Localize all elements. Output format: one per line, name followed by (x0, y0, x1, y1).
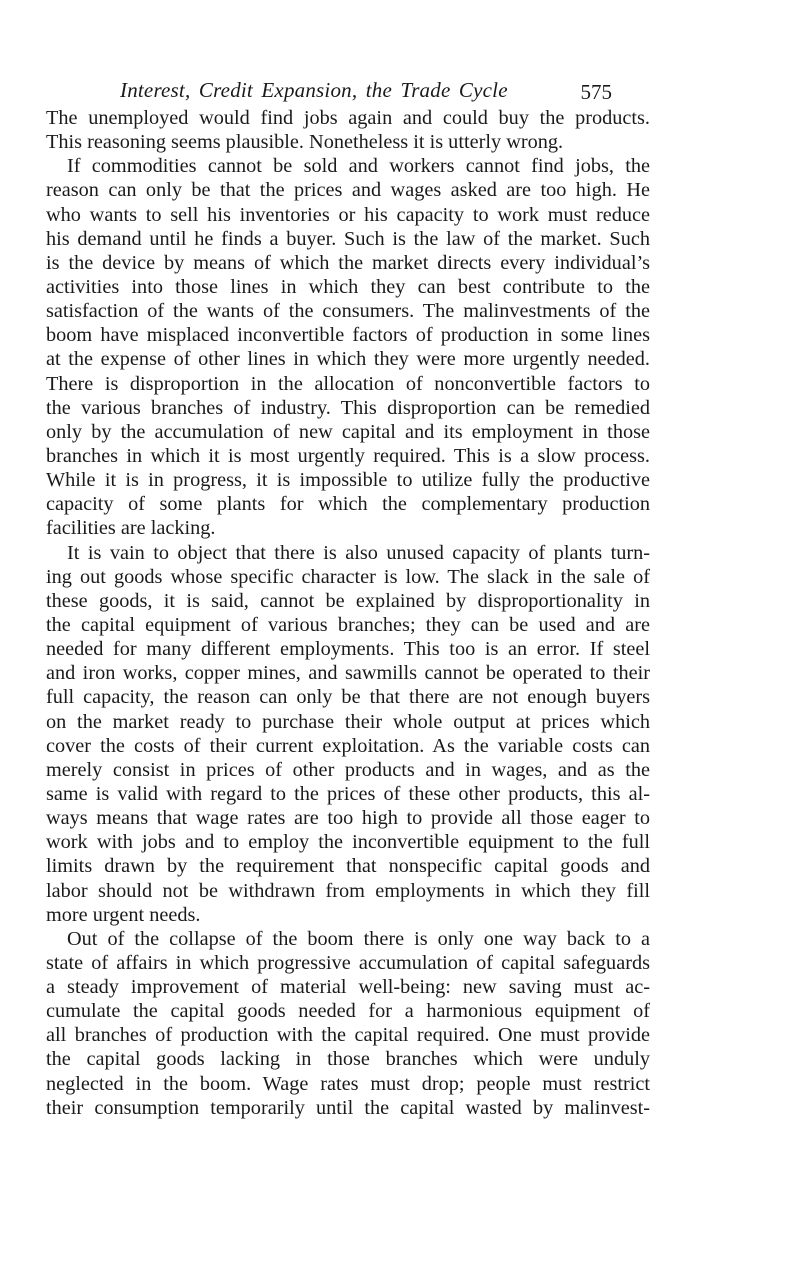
text-line: reason can only be that the prices and wages asked are too high. He (46, 179, 650, 202)
text-line: facilities are lacking. (46, 517, 216, 540)
paragraph (46, 106, 650, 154)
text-line: cumulate the capital goods needed for a harmonious equipment of (46, 1000, 650, 1023)
running-head (46, 76, 650, 104)
text-line: his demand until he finds a buyer. Such is the law of the market. Such (46, 227, 650, 250)
text-line: the capital goods lacking in those branches which were unduly (46, 1048, 650, 1071)
text-line: ing out goods whose specific character is low. The slack in the sale of (46, 565, 650, 588)
text-line: boom have misplaced inconvertible factors of production in some lines (46, 324, 650, 347)
text-line: these goods, it is said, cannot be explained by disproportionality in (46, 589, 650, 612)
text-line: their consumption temporarily until the capital wasted by malinvest- (46, 1096, 650, 1119)
text-line: limits drawn by the requirement that nonspecific capital goods and (46, 855, 650, 878)
text-line: the capital equipment of various branches; they can be used and are (46, 613, 650, 636)
text-line: same is valid with regard to the prices of these other products, this al- (46, 782, 650, 805)
text-line: and iron works, copper mines, and sawmills cannot be operated to their (46, 662, 650, 685)
text-line: neglected in the boom. Wage rates must drop; people must restrict (46, 1072, 650, 1095)
text-line: cover the costs of their current exploitation. As the variable costs can (46, 734, 650, 757)
text-line: branches in which it is most urgently required. This is a slow process. (46, 444, 650, 467)
text-line: This reasoning seems plausible. Nonetheless it is utterly wrong. (46, 131, 564, 154)
text-line: at the expense of other lines in which they were more urgently needed. (46, 348, 650, 371)
text-line: satisfaction of the wants of the consumers. The malinvestments of the (46, 300, 650, 323)
paragraph (46, 154, 650, 540)
text-line: more urgent needs. (46, 903, 201, 926)
text-line: The unemployed would find jobs again and could buy the products. (46, 107, 650, 129)
text-line: needed for many different employments. This too is an error. If steel (46, 638, 650, 661)
book-page (46, 76, 650, 1120)
text-line: who wants to sell his inventories or his capacity to work must reduce (46, 203, 650, 226)
text-line: all branches of production with the capital required. One must provide (46, 1024, 650, 1047)
text-line: is the device by means of which the market directs every individual’s (46, 251, 650, 274)
text-line: activities into those lines in which they can best contribute to the (46, 275, 650, 298)
paragraph (46, 541, 650, 927)
text-line: only by the accumulation of new capital and its employment in those (46, 420, 650, 443)
text-line: If commodities cannot be sold and workers cannot find jobs, the (67, 155, 650, 178)
text-line: full capacity, the reason can only be that there are not enough buyers (46, 686, 650, 709)
text-line: There is disproportion in the allocation of nonconvertible factors to (46, 372, 650, 395)
text-line: ways means that wage rates are too high to provide all those eager to (46, 807, 650, 830)
page-number: 575 (580, 80, 612, 104)
running-head-title: Interest, Credit Expansion, the Trade Cycle (120, 78, 508, 102)
text-line: on the market ready to purchase their whole output at prices which (46, 710, 650, 733)
text-line: work with jobs and to employ the inconvertible equipment to the full (46, 831, 650, 854)
body-text (46, 106, 650, 1120)
text-line: It is vain to object that there is also unused capacity of plants turn- (67, 541, 650, 564)
text-line: While it is in progress, it is impossible to utilize fully the productive (46, 469, 650, 492)
text-line: a steady improvement of material well-being: new saving must ac- (46, 976, 650, 999)
text-line: labor should not be withdrawn from employments in which they fill (46, 879, 650, 902)
text-line: merely consist in prices of other products and in wages, and as the (46, 758, 650, 781)
text-line: Out of the collapse of the boom there is only one way back to a (67, 927, 650, 950)
text-line: capacity of some plants for which the complementary production (46, 493, 650, 516)
text-line: the various branches of industry. This disproportion can be remedied (46, 396, 650, 419)
text-line: state of affairs in which progressive accumulation of capital safeguards (46, 951, 650, 974)
paragraph (46, 927, 650, 1120)
